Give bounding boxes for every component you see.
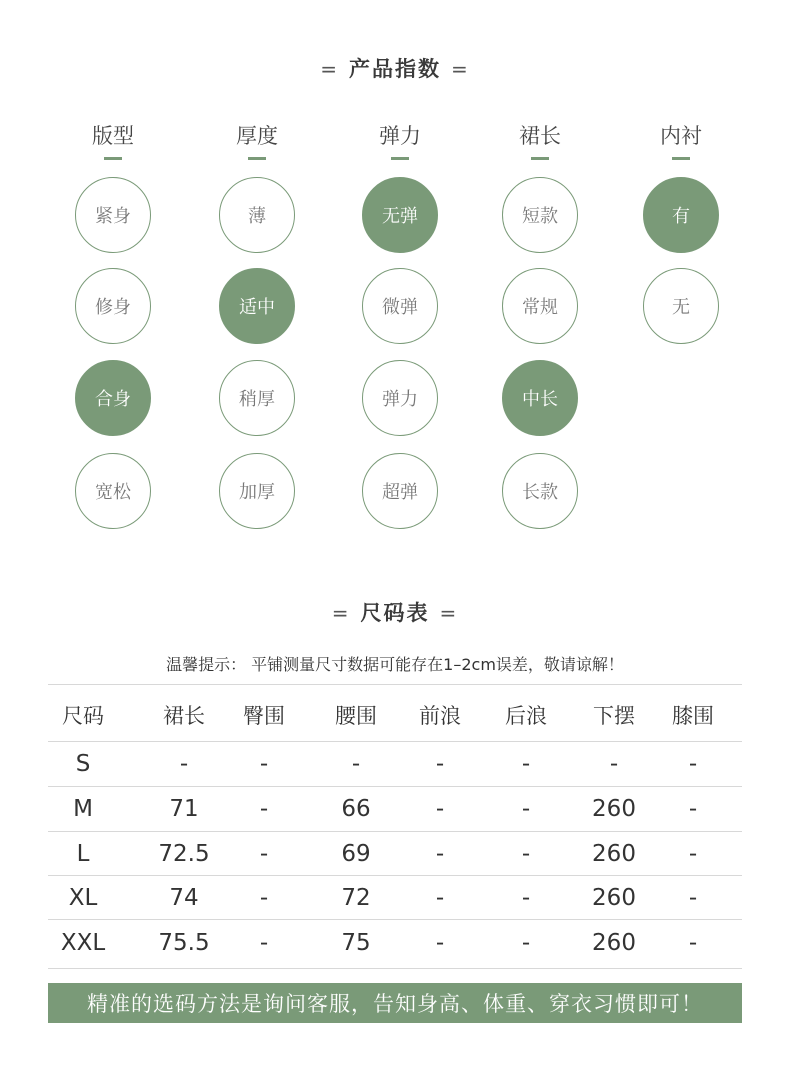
title-deco-right: = xyxy=(451,57,470,81)
footer-banner xyxy=(48,983,742,1023)
table-cell: - xyxy=(259,841,269,867)
table-cell: - xyxy=(688,751,698,777)
table-cell: - xyxy=(435,930,445,956)
index-option xyxy=(75,453,151,529)
product-index-title-text: 产品指数 xyxy=(349,57,441,81)
table-row xyxy=(48,742,742,786)
index-option xyxy=(75,268,151,344)
index-column-label: 版型 xyxy=(92,124,134,148)
index-option-label: 无 xyxy=(672,297,690,318)
table-cell: 260 xyxy=(592,796,636,822)
table-cell: 72 xyxy=(341,885,371,911)
table-header-cell: 腰围 xyxy=(335,704,377,728)
index-option-label: 弹力 xyxy=(382,389,418,410)
table-header-row xyxy=(48,694,742,738)
index-option xyxy=(362,453,438,529)
index-option xyxy=(502,453,578,529)
header-underline xyxy=(531,157,549,160)
table-cell: - xyxy=(521,930,531,956)
table-cell: 74 xyxy=(169,885,199,911)
index-option-label: 适中 xyxy=(239,297,275,318)
index-option xyxy=(502,177,578,253)
table-cell: - xyxy=(521,796,531,822)
table-row xyxy=(48,832,742,876)
index-option xyxy=(219,360,295,436)
footer-text: 精准的选码方法是询问客服，告知身高、体重、穿衣习惯即可！ xyxy=(87,992,703,1016)
table-cell: - xyxy=(688,930,698,956)
index-column-label: 厚度 xyxy=(236,124,278,148)
index-option-label: 稍厚 xyxy=(239,389,275,410)
table-cell: - xyxy=(351,751,361,777)
table-cell: 260 xyxy=(592,841,636,867)
table-cell: - xyxy=(435,885,445,911)
table-header-cell: 膝围 xyxy=(672,704,714,728)
table-cell: - xyxy=(435,796,445,822)
table-cell: - xyxy=(688,796,698,822)
index-column-header xyxy=(217,120,297,160)
table-header-cell: 裙长 xyxy=(163,704,205,728)
index-option-label: 薄 xyxy=(248,206,266,227)
index-option-label: 短款 xyxy=(522,206,558,227)
header-underline xyxy=(248,157,266,160)
index-option-selected xyxy=(219,268,295,344)
index-option-selected xyxy=(502,360,578,436)
index-option-label: 长款 xyxy=(522,482,558,503)
product-index-title xyxy=(0,53,790,83)
index-column-header xyxy=(500,120,580,160)
table-cell: - xyxy=(521,841,531,867)
table-row xyxy=(48,921,742,965)
table-cell: XL xyxy=(68,885,98,911)
table-cell: - xyxy=(521,885,531,911)
table-cell: - xyxy=(179,751,189,777)
table-divider xyxy=(48,968,742,969)
index-column-label: 弹力 xyxy=(379,124,421,148)
table-cell: 260 xyxy=(592,885,636,911)
index-option-label: 宽松 xyxy=(95,482,131,503)
table-cell: - xyxy=(688,841,698,867)
size-chart-title-text: 尺码表 xyxy=(360,601,430,625)
table-cell: 66 xyxy=(341,796,371,822)
table-cell: - xyxy=(521,751,531,777)
table-cell: - xyxy=(688,885,698,911)
index-column-header xyxy=(360,120,440,160)
table-row xyxy=(48,787,742,831)
index-option-label: 紧身 xyxy=(95,206,131,227)
header-underline xyxy=(391,157,409,160)
index-option xyxy=(502,268,578,344)
table-cell: M xyxy=(73,796,93,822)
title-deco-left: = xyxy=(320,57,339,81)
table-cell: - xyxy=(259,796,269,822)
index-option-label: 常规 xyxy=(522,297,558,318)
table-divider xyxy=(48,684,742,685)
index-option-label: 超弹 xyxy=(382,482,418,503)
table-cell: L xyxy=(76,841,90,867)
title-deco-right: = xyxy=(439,601,459,625)
table-cell: 72.5 xyxy=(158,841,210,867)
table-cell: S xyxy=(75,751,91,777)
table-header-cell: 下摆 xyxy=(593,704,635,728)
table-cell: - xyxy=(435,751,445,777)
table-row xyxy=(48,876,742,920)
index-column-label: 内衬 xyxy=(660,124,702,148)
table-cell: - xyxy=(609,751,619,777)
table-cell: - xyxy=(435,841,445,867)
index-column-header xyxy=(641,120,721,160)
table-cell: 75.5 xyxy=(158,930,210,956)
table-cell: XXL xyxy=(60,930,106,956)
index-option xyxy=(219,453,295,529)
table-header-cell: 后浪 xyxy=(505,704,547,728)
table-cell: - xyxy=(259,930,269,956)
index-column-header xyxy=(73,120,153,160)
index-option xyxy=(643,268,719,344)
table-cell: 75 xyxy=(341,930,371,956)
measurement-tip: 温馨提示： 平铺测量尺寸数据可能存在1–2cm误差，敬请谅解！ xyxy=(166,655,624,674)
index-option xyxy=(362,268,438,344)
index-option-label: 微弹 xyxy=(382,297,418,318)
index-option-selected xyxy=(643,177,719,253)
table-cell: 260 xyxy=(592,930,636,956)
index-option-selected xyxy=(75,360,151,436)
table-cell: - xyxy=(259,885,269,911)
index-option-selected xyxy=(362,177,438,253)
index-option xyxy=(219,177,295,253)
index-option-label: 有 xyxy=(672,206,690,227)
title-deco-left: = xyxy=(331,601,351,625)
index-option xyxy=(75,177,151,253)
size-chart-title xyxy=(0,597,790,627)
table-header-cell: 臀围 xyxy=(243,704,285,728)
table-cell: 71 xyxy=(169,796,199,822)
index-option-label: 加厚 xyxy=(239,482,275,503)
index-option-label: 中长 xyxy=(522,389,558,410)
index-option-label: 合身 xyxy=(95,389,131,410)
table-header-cell: 前浪 xyxy=(419,704,461,728)
index-option xyxy=(362,360,438,436)
table-header-cell: 尺码 xyxy=(62,704,104,728)
index-option-label: 修身 xyxy=(95,297,131,318)
index-option-label: 无弹 xyxy=(382,206,418,227)
header-underline xyxy=(104,157,122,160)
table-cell: 69 xyxy=(341,841,371,867)
index-column-label: 裙长 xyxy=(519,124,561,148)
table-cell: - xyxy=(259,751,269,777)
header-underline xyxy=(672,157,690,160)
